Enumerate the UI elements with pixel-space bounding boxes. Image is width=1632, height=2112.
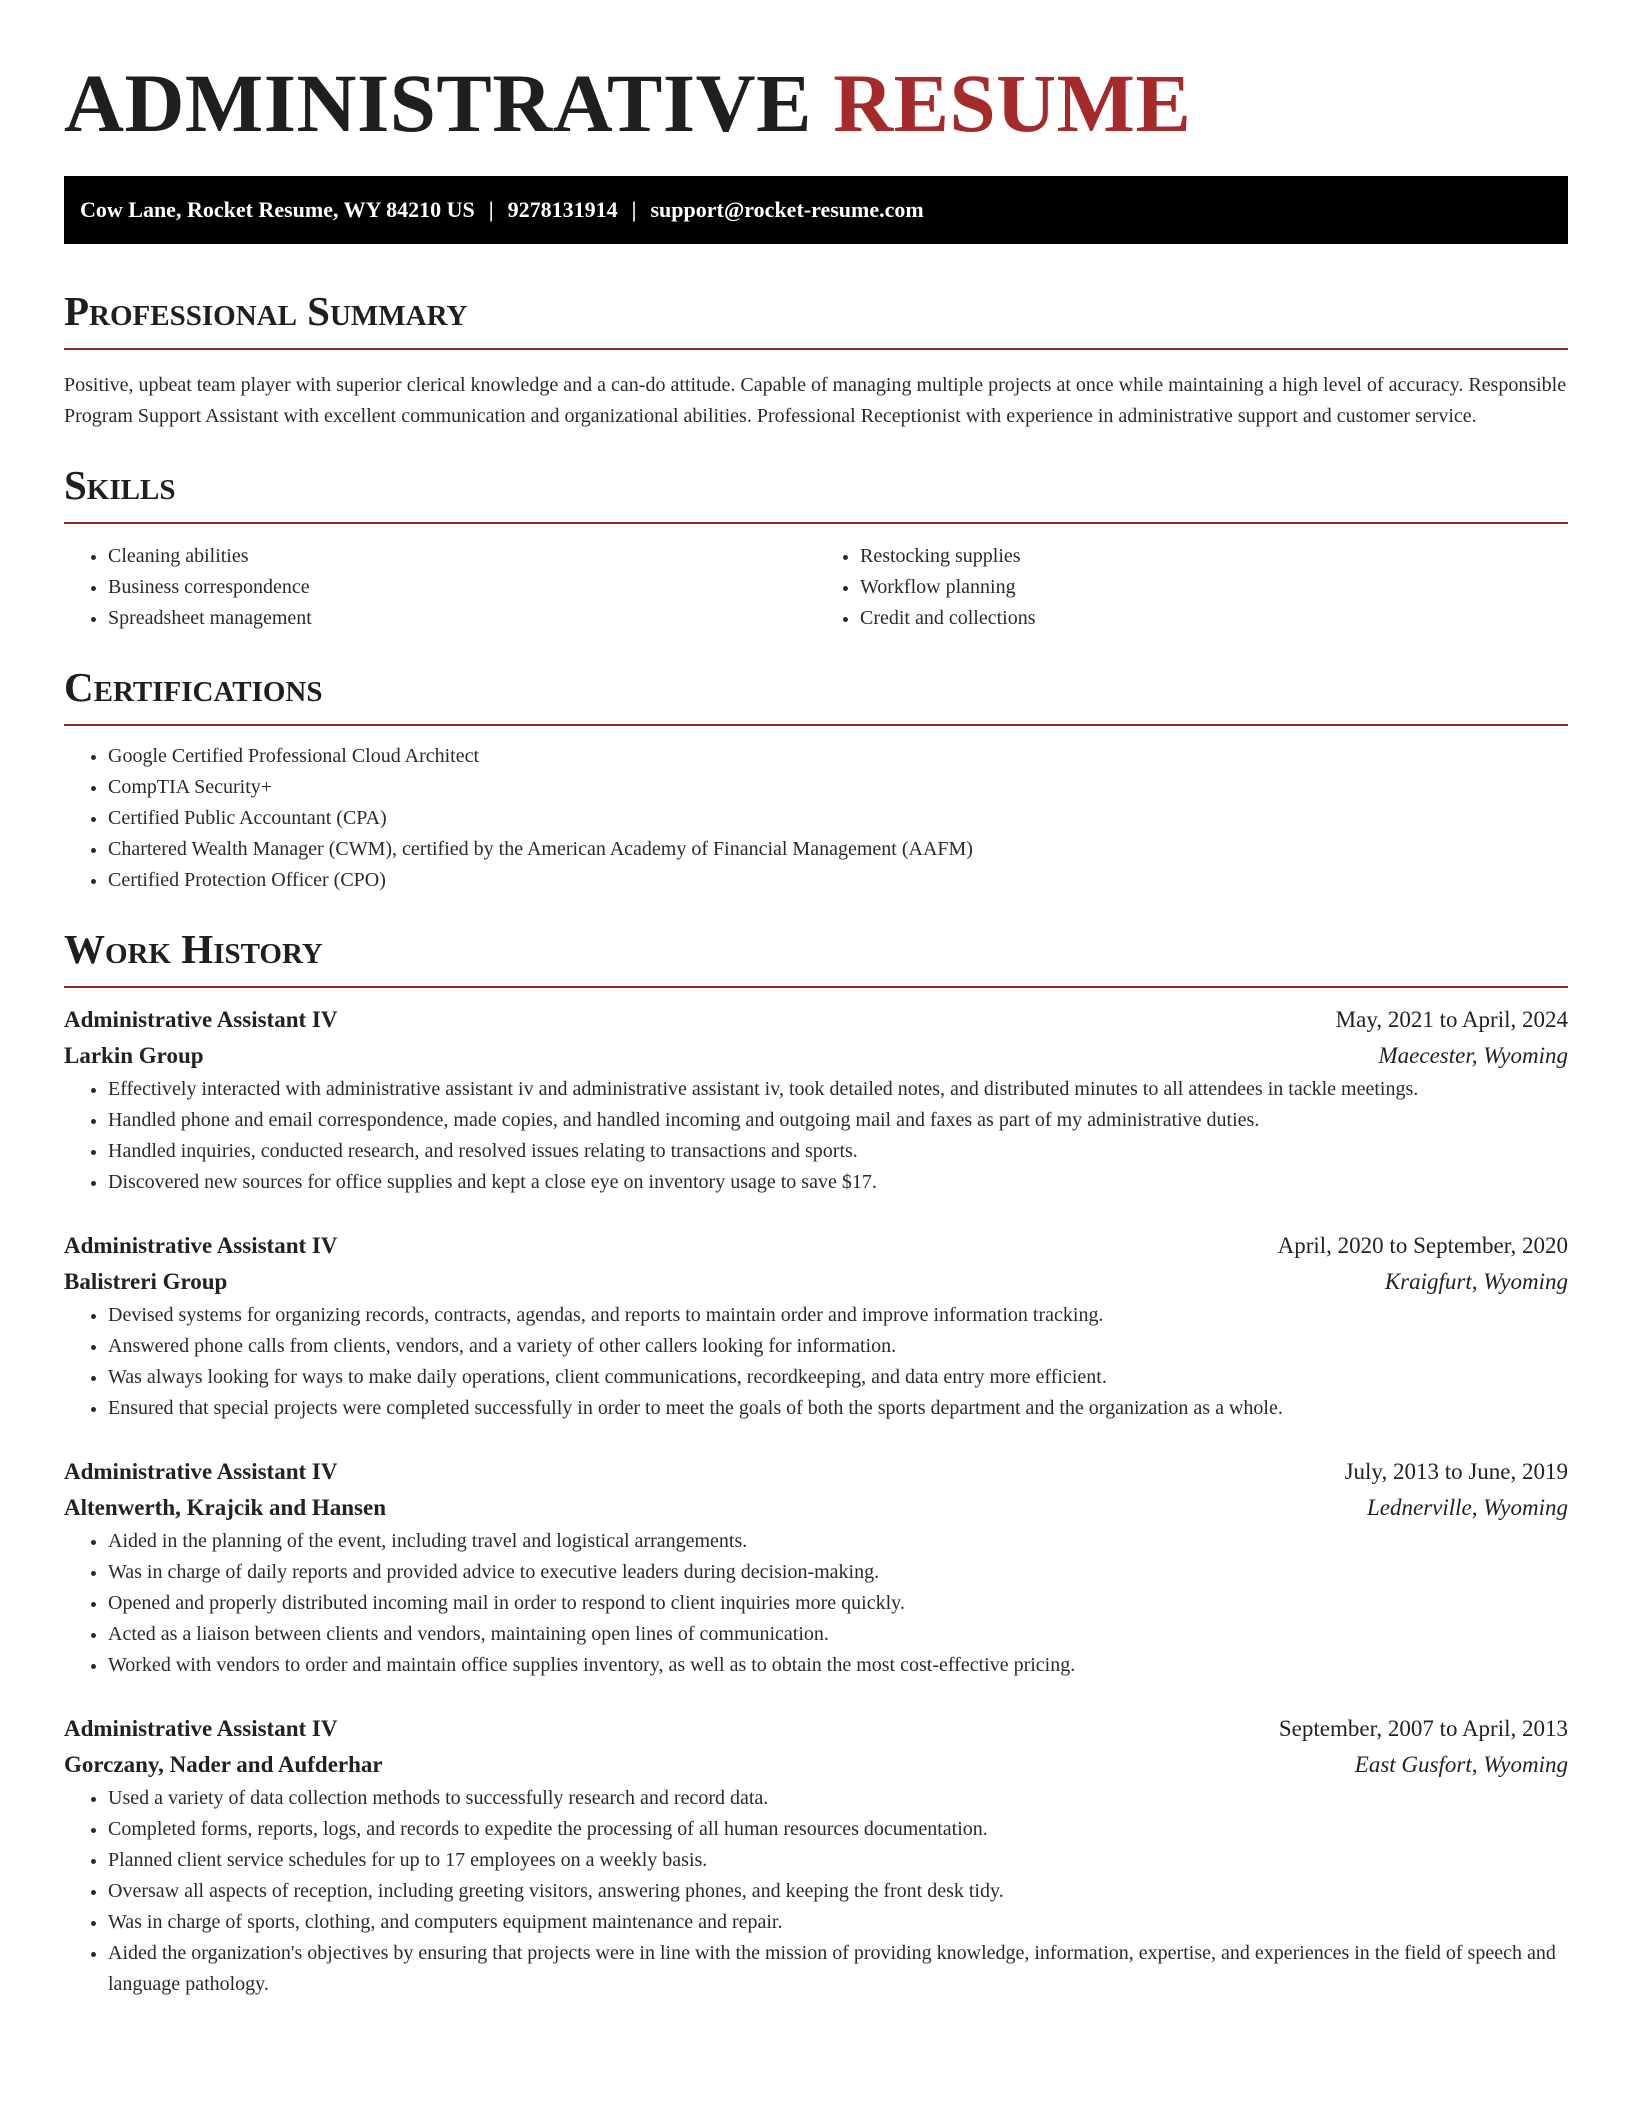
skill-item: • Business correspondence	[108, 572, 816, 603]
job-title: Administrative Assistant IV	[64, 1459, 338, 1484]
job-company: Gorczany, Nader and Aufderhar	[64, 1752, 383, 1777]
job-dates: April, 2020 to September, 2020	[1277, 1233, 1568, 1258]
job-duty: • Planned client service schedules for up to 17 employees on a weekly basis.	[108, 1845, 1568, 1876]
job-duty: • Opened and properly distributed incoming mail in order to respond to client inquiries more quickly.	[108, 1588, 1568, 1619]
job-entry	[64, 1228, 1568, 1424]
job-duty: • Devised systems for organizing records, contracts, agendas, and reports to maintain order and improve information tracking.	[108, 1300, 1568, 1331]
job-title: Administrative Assistant IV	[64, 1233, 338, 1258]
job-duty: • Answered phone calls from clients, vendors, and a variety of other callers looking for information.	[108, 1331, 1568, 1362]
job-subheader	[64, 1747, 1568, 1783]
job-duty: • Oversaw all aspects of reception, including greeting visitors, answering phones, and keeping the front desk tidy.	[108, 1876, 1568, 1907]
skill-item: • Credit and collections	[860, 603, 1568, 634]
certification-item: • CompTIA Security+	[108, 772, 1568, 803]
job-subheader	[64, 1490, 1568, 1526]
skills-grid	[64, 541, 1568, 634]
job-title: Administrative Assistant IV	[64, 1716, 338, 1741]
job-header	[64, 1711, 1568, 1747]
job-dates: September, 2007 to April, 2013	[1278, 1716, 1568, 1741]
job-location: Maecester, Wyoming	[1378, 1043, 1568, 1068]
skills-list-left	[64, 541, 816, 634]
job-duty: • Aided in the planning of the event, including travel and logistical arrangements.	[108, 1526, 1568, 1557]
job-duty: • Worked with vendors to order and maintain office supplies inventory, as well as to obtain the most cost-effective pricing.	[108, 1650, 1568, 1681]
job-duties	[64, 1074, 1568, 1198]
skill-item: • Restocking supplies	[860, 541, 1568, 572]
job-duty: • Handled inquiries, conducted research, and resolved issues relating to transactions and sports.	[108, 1136, 1568, 1167]
section-divider	[64, 522, 1568, 524]
job-dates: July, 2013 to June, 2019	[1344, 1459, 1568, 1484]
skill-item: • Workflow planning	[860, 572, 1568, 603]
contact-address: Cow Lane, Rocket Resume, WY 84210 US	[80, 197, 475, 222]
job-duty: • Used a variety of data collection methods to successfully research and record data.	[108, 1783, 1568, 1814]
summary-text: Positive, upbeat team player with superior clerical knowledge and a can-do attitude. Capable of managing multiple projects at once while maintaining a high level of accuracy. Responsible Program Support Assistant with excellent communication and organizational abilities. Professional Receptionist with experience in administrative support and customer service.	[64, 374, 1567, 427]
section-divider	[64, 986, 1568, 988]
section-divider	[64, 348, 1568, 350]
title-accent: RESUME	[833, 57, 1192, 149]
title-main: ADMINISTRATIVE	[64, 57, 812, 149]
resume-title	[64, 0, 1568, 148]
job-duty: • Was always looking for ways to make daily operations, client communications, recordkeeping, and data entry more efficient.	[108, 1362, 1568, 1393]
job-subheader	[64, 1038, 1568, 1074]
job-duty: • Discovered new sources for office supplies and kept a close eye on inventory usage to save $17.	[108, 1167, 1568, 1198]
job-location: East Gusfort, Wyoming	[1354, 1752, 1568, 1777]
contact-separator: |	[488, 197, 494, 222]
job-duty: • Was in charge of sports, clothing, and computers equipment maintenance and repair.	[108, 1907, 1568, 1938]
job-duties	[64, 1300, 1568, 1424]
job-duty: • Acted as a liaison between clients and vendors, maintaining open lines of communication.	[108, 1619, 1568, 1650]
contact-email[interactable]: support@rocket-resume.com	[650, 197, 924, 222]
contact-bar	[64, 176, 1568, 244]
work-section	[64, 924, 1568, 2000]
skill-item: • Cleaning abilities	[108, 541, 816, 572]
job-location: Kraigfurt, Wyoming	[1384, 1269, 1568, 1294]
job-dates: May, 2021 to April, 2024	[1335, 1007, 1568, 1032]
job-entry	[64, 1711, 1568, 2000]
job-company: Larkin Group	[64, 1043, 204, 1068]
job-subheader	[64, 1264, 1568, 1300]
job-header	[64, 1002, 1568, 1038]
job-duty: • Effectively interacted with administrative assistant iv and administrative assistant iv, took detailed notes, and distributed minutes to all attendees in tackle meetings.	[108, 1074, 1568, 1105]
job-duties	[64, 1526, 1568, 1681]
summary-section	[64, 286, 1568, 432]
job-duty: • Ensured that special projects were completed successfully in order to meet the goals of both the sports department and the organization as a whole.	[108, 1393, 1568, 1424]
section-divider	[64, 724, 1568, 726]
certification-item: • Certified Public Accountant (CPA)	[108, 803, 1568, 834]
job-title: Administrative Assistant IV	[64, 1007, 338, 1032]
job-company: Balistreri Group	[64, 1269, 228, 1294]
skills-section	[64, 460, 1568, 634]
contact-separator: |	[631, 197, 637, 222]
job-duty: • Handled phone and email correspondence, made copies, and handled incoming and outgoing mail and faxes as part of my administrative duties.	[108, 1105, 1568, 1136]
certification-item: • Google Certified Professional Cloud Architect	[108, 741, 1568, 772]
job-header	[64, 1454, 1568, 1490]
job-duty: • Was in charge of daily reports and provided advice to executive leaders during decision-making.	[108, 1557, 1568, 1588]
certifications-list	[64, 741, 1568, 896]
certification-item: • Chartered Wealth Manager (CWM), certified by the American Academy of Financial Management (AAFM)	[108, 834, 1568, 865]
work-heading: Work History	[64, 926, 323, 972]
certifications-heading: Certifications	[64, 664, 323, 710]
certifications-section	[64, 662, 1568, 896]
job-duty: • Completed forms, reports, logs, and records to expedite the processing of all human resources documentation.	[108, 1814, 1568, 1845]
job-location: Lednerville, Wyoming	[1366, 1495, 1568, 1520]
skills-list-right	[816, 541, 1568, 634]
job-header	[64, 1228, 1568, 1264]
contact-phone[interactable]: 9278131914	[507, 197, 618, 222]
job-entry	[64, 1002, 1568, 1198]
summary-heading: Professional Summary	[64, 288, 468, 334]
job-company: Altenwerth, Krajcik and Hansen	[64, 1495, 386, 1520]
job-entry	[64, 1454, 1568, 1681]
skills-heading: Skills	[64, 462, 176, 508]
job-duty: • Aided the organization's objectives by ensuring that projects were in line with the mission of providing knowledge, information, expertise, and experiences in the field of speech and language pathology.	[108, 1938, 1568, 2000]
job-duties	[64, 1783, 1568, 2000]
certification-item: • Certified Protection Officer (CPO)	[108, 865, 1568, 896]
skill-item: • Spreadsheet management	[108, 603, 816, 634]
